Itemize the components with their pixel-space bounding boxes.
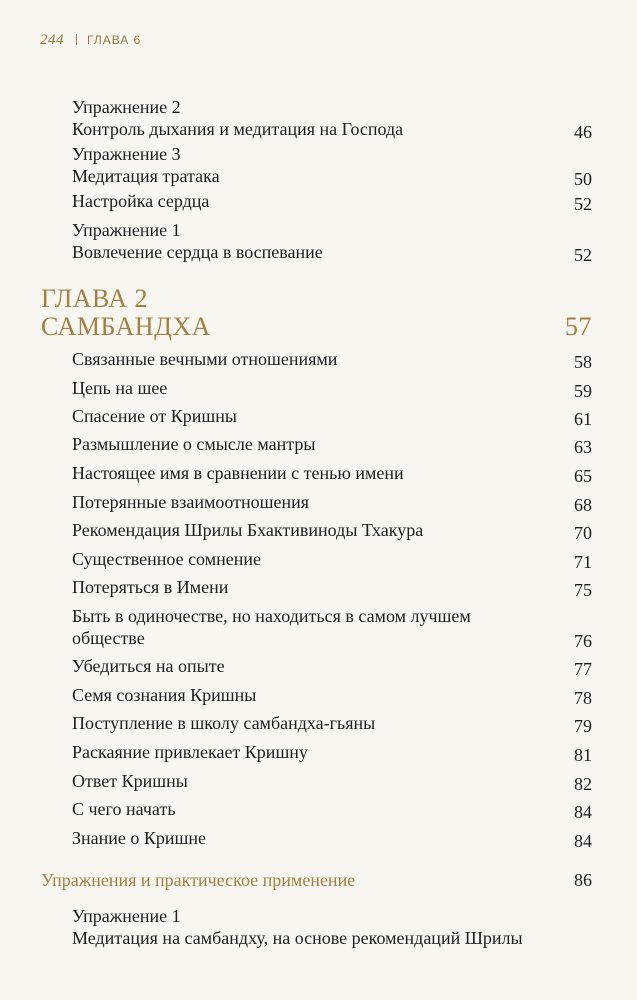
toc-entry[interactable] [72, 462, 592, 484]
toc-entry[interactable] [72, 190, 592, 212]
toc-entry-title: Потерянные взаимоотношения [72, 492, 310, 512]
toc-entry[interactable] [72, 491, 592, 513]
toc-entry-page: 52 [574, 245, 592, 265]
toc-entry-title: Цепь на шее [72, 378, 168, 398]
running-chapter-label: ГЛАВА 6 [87, 33, 142, 47]
toc-entry[interactable] [72, 827, 592, 849]
chapter-number: ГЛАВА 2 [41, 284, 148, 313]
toc-entry-title: Связанные вечными отношениями [72, 349, 338, 369]
section-heading[interactable] [41, 869, 592, 891]
toc-entry[interactable] [72, 143, 592, 187]
toc-entry-page: 84 [574, 831, 592, 851]
section-page: 86 [574, 870, 592, 890]
toc-entry-title: Семя сознания Кришны [72, 685, 257, 705]
toc-entry[interactable] [72, 712, 592, 734]
toc-entry-title: Быть в одиночестве, но находиться в самом лучшем [72, 606, 471, 626]
toc-entry-page: 71 [574, 552, 592, 572]
toc-entry-page: 78 [574, 688, 592, 708]
toc-entry[interactable] [72, 605, 592, 649]
toc-entry[interactable] [72, 741, 592, 763]
toc-entry-page: 61 [574, 409, 592, 429]
toc-entry[interactable] [72, 655, 592, 677]
toc-entry-page: 59 [574, 381, 592, 401]
toc-entry-page: 70 [574, 523, 592, 543]
toc-entry-title: Убедиться на опыте [72, 656, 225, 676]
toc-entry-title: Существенное сомнение [72, 549, 261, 569]
toc-entry-title: Размышление о смысле мантры [72, 434, 316, 454]
toc-entry[interactable] [72, 798, 592, 820]
toc-entry-title: Знание о Кришне [72, 828, 207, 848]
toc-entry-subtitle: Упражнение 1 [72, 906, 181, 926]
toc-entry-title: Настройка сердца [72, 191, 210, 211]
toc-entry-page: 68 [574, 495, 592, 515]
toc-entry-page: 81 [574, 745, 592, 765]
chapter-title: САМБАНДХА [41, 312, 211, 341]
toc-entry-page: 63 [574, 437, 592, 457]
toc-entry[interactable] [72, 348, 592, 370]
toc-entry-page: 46 [574, 122, 592, 142]
toc-entry[interactable] [72, 96, 592, 140]
toc-entry[interactable] [72, 519, 592, 541]
toc-entry-title: Спасение от Кришны [72, 406, 237, 426]
toc-entry[interactable] [72, 433, 592, 455]
chapter-page: 57 [565, 312, 592, 341]
toc-entry[interactable] [72, 405, 592, 427]
toc-entry-title: Медитация на самбандху, на основе рекомендаций Шрилы [72, 928, 523, 948]
toc-entry-page: 82 [574, 774, 592, 794]
toc-entry-title: Медитация тратака [72, 166, 220, 186]
toc-entry-title: Поступление в школу самбандха-гьяны [72, 713, 376, 733]
section-title: Упражнения и практическое применение [41, 870, 356, 890]
toc-entry[interactable] [72, 377, 592, 399]
toc-entry[interactable] [72, 905, 592, 949]
toc-entry[interactable] [72, 548, 592, 570]
toc-entry-title: Потеряться в Имени [72, 577, 229, 597]
toc-entry-page: 65 [574, 466, 592, 486]
toc-entry-title: Контроль дыхания и медитация на Господа [72, 119, 404, 139]
toc-entry[interactable] [72, 770, 592, 792]
toc-entry-title-continued: обществе [72, 628, 145, 648]
toc-entry-page: 75 [574, 580, 592, 600]
toc-entry-subtitle: Упражнение 2 [72, 97, 181, 117]
running-head [40, 32, 141, 49]
toc-entry-subtitle: Упражнение 3 [72, 144, 181, 164]
toc-entry[interactable] [72, 219, 592, 263]
toc-entry-title: Раскаяние привлекает Кришну [72, 742, 308, 762]
toc-entry[interactable] [72, 576, 592, 598]
toc-entry[interactable] [72, 684, 592, 706]
toc-entry-page: 76 [574, 631, 592, 651]
toc-entry-title: С чего начать [72, 799, 176, 819]
page-number: 244 [40, 32, 64, 48]
chapter-heading[interactable] [41, 285, 592, 341]
toc-entry-title: Вовлечение сердца в воспевание [72, 242, 323, 262]
toc-entry-page: 77 [574, 659, 592, 679]
header-separator [76, 34, 77, 45]
toc-entry-page: 50 [574, 169, 592, 189]
toc-entry-page: 58 [574, 352, 592, 372]
toc-entry-title: Ответ Кришны [72, 771, 188, 791]
toc-entry-page: 52 [574, 194, 592, 214]
toc-entry-title: Рекомендация Шрилы Бхактивиноды Тхакура [72, 520, 424, 540]
toc-entry-page: 79 [574, 716, 592, 736]
toc-entry-subtitle: Упражнение 1 [72, 220, 181, 240]
toc-entry-page: 84 [574, 802, 592, 822]
toc-entry-title: Настоящее имя в сравнении с тенью имени [72, 463, 404, 483]
